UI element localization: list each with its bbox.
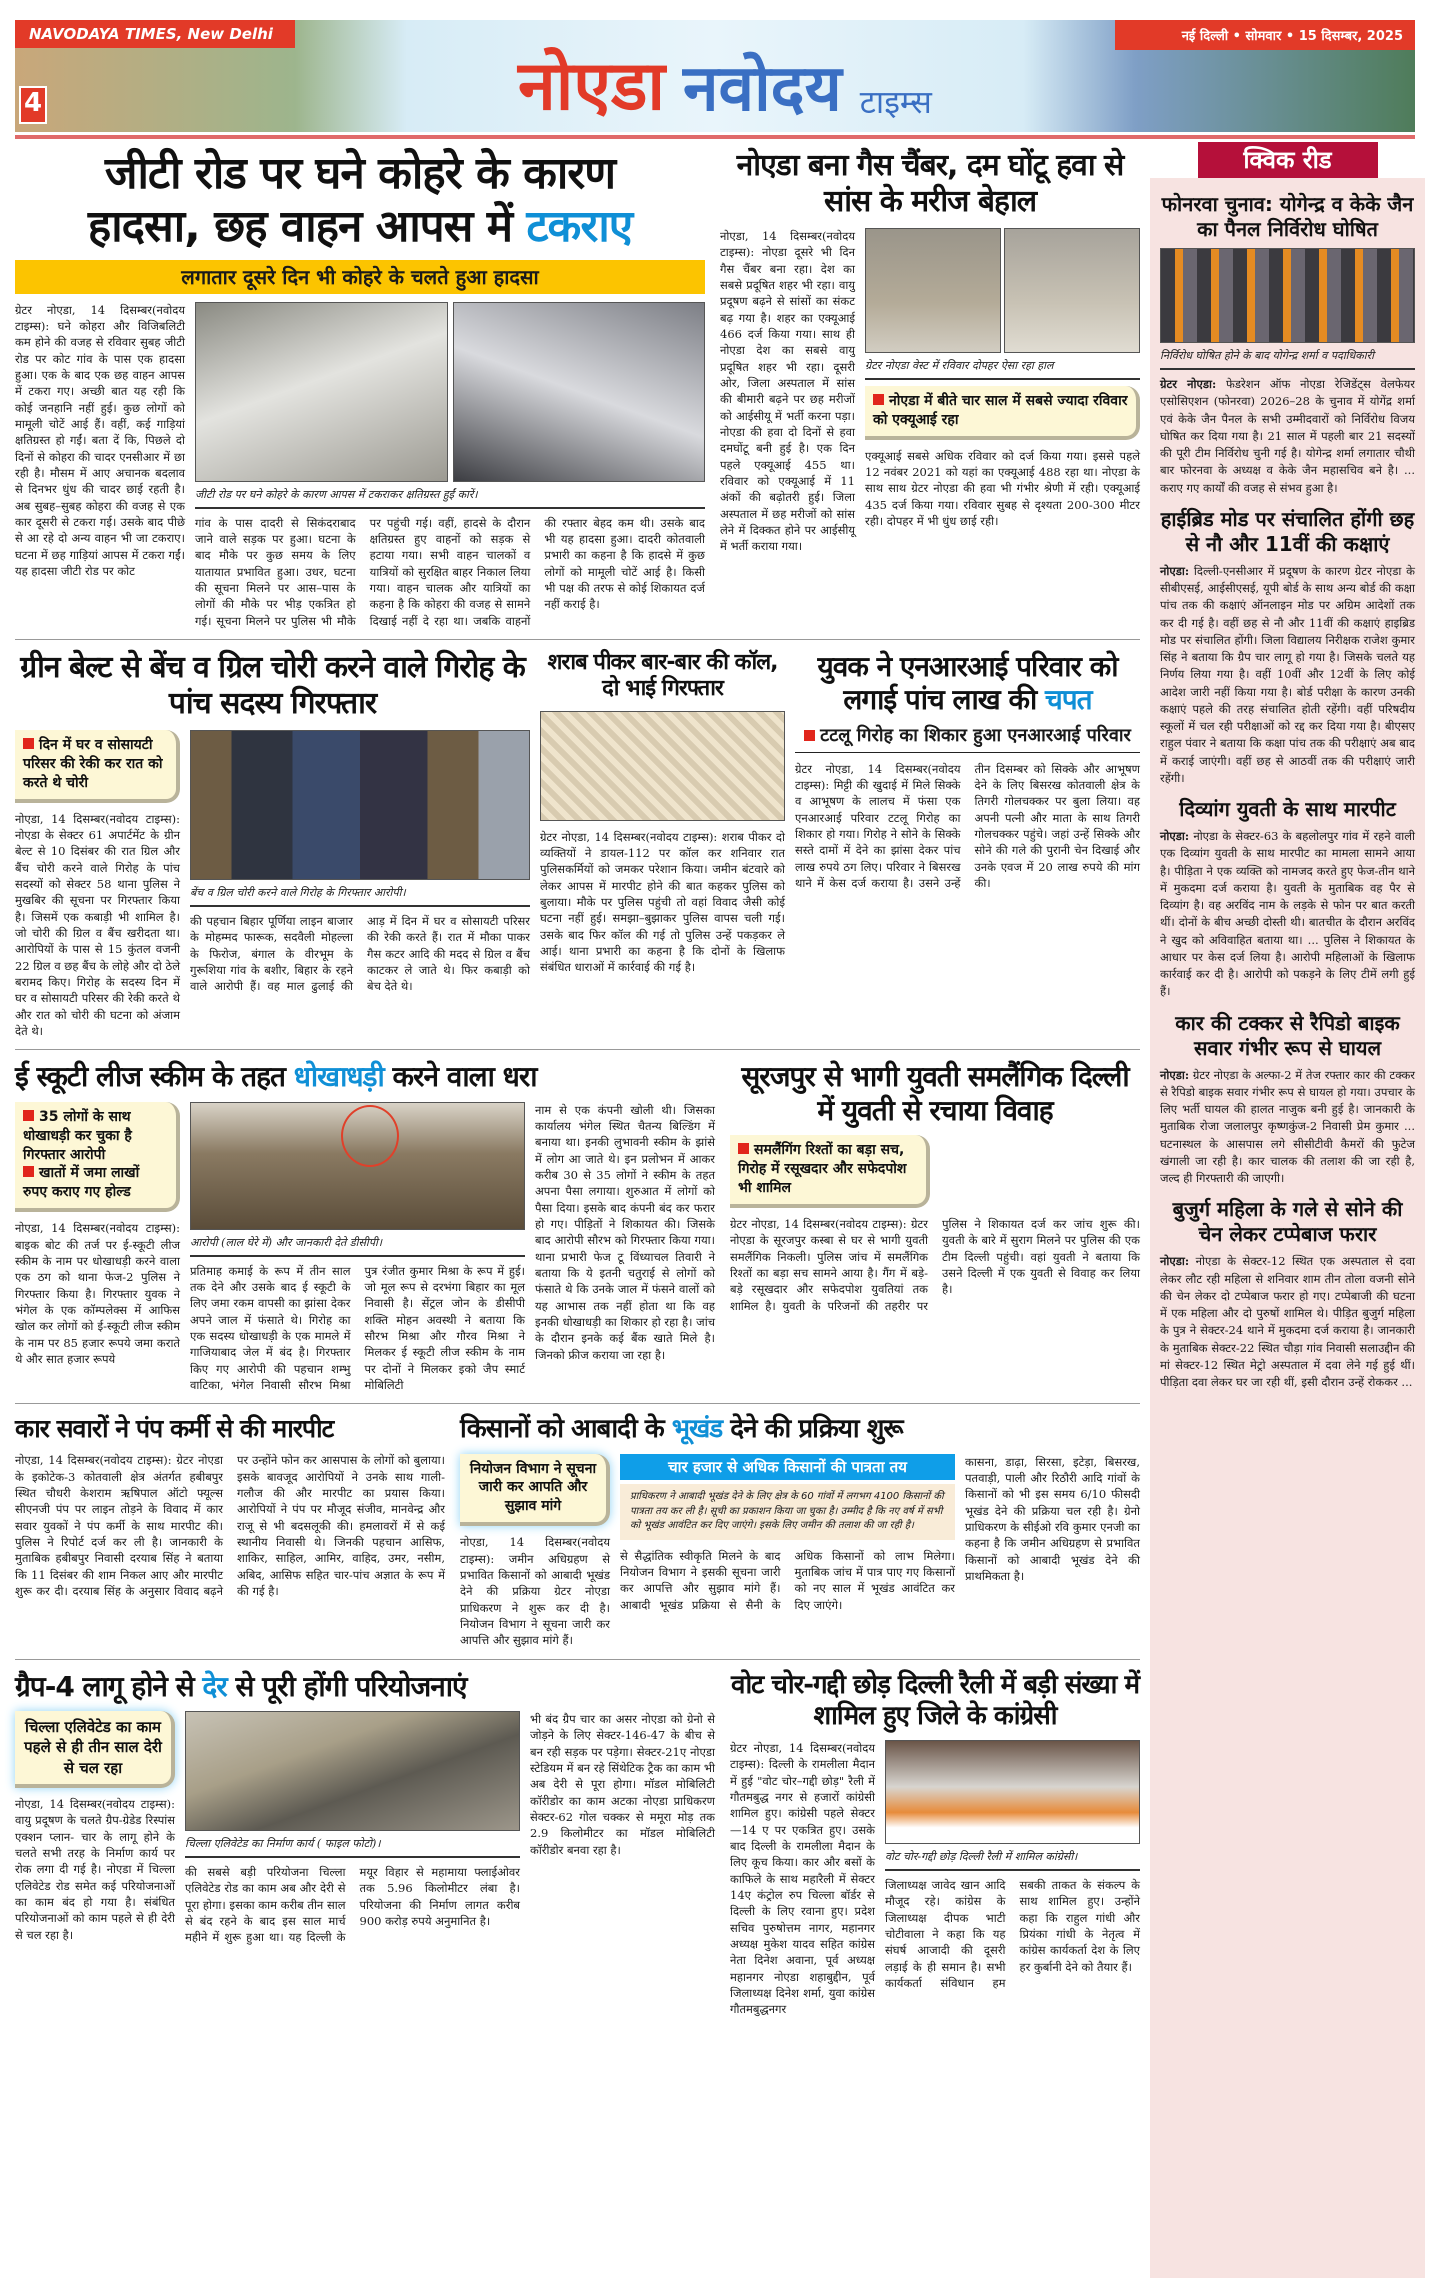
lead-body-right: गांव के पास दादरी से सिकंदराबाद जाने वाले सड़क पर हुआ। घटना के बाद मौके पर कुछ समय के लिए यातायात प्रभावित हुआ। उधर, घटना की सूचना मिलने पर आस–पास के लोगों की मौके पर भीड़ एकत्रित हो गई। सूचना मिलने पर पुलिस भी मौके पर पहुंची गई। वहीं, हादसे के दौरान क्षतिग्रस्त हुए वाहनों को सड़क से हटाया गया। सभी वाहन चालकों व यात्रियों को सुरक्षित बाहर निकाल लिया गया। वाहन चालक और यात्रियों का कहना है कि कोहरा की वजह से सामने दिखाई नहीं दे रहा था। जबकि वाहनों की रफ्तार बेहद कम थी। उसके बाद भी यह हादसा हुआ। दादरी कोतवाली प्रभारी का कहना है कि हादसे में कुछ लोगों को मामूली चोटें आई है। किसी भी पक्ष की तरफ से कोई शिकायत दर्ज नहीं कराई है। [195, 515, 705, 628]
scooty-body-mid: प्रतिमाह कमाई के रूप में तीन साल तक देने और उसके बाद ई स्कूटी के लिए जमा रकम वापसी का झांसा देकर अपने जाल में फंसाते थे। गिरोह का एक सदस्य धोखाधड़ी के एक मामले में गाजियाबाद जेल में बंद है। गिरफ्तार किए गए आरोपी की पहचान शम्भु वाटिका, भंगेल निवासी सौरभ मिश्रा पुत्र रंजीत कुमार मिश्रा के रूप में हुई। जो मूल रूप से दरभंगा बिहार का मूल निवासी है। सेंट्रल जोन के डीसीपी शक्ति मोहन अवस्थी ने बताया कि सौरभ मिश्रा और गौरव मिश्रा ने मिलकर ई स्कूटी लीज स्कीम के नाम पर दोनों ने मिलकर इको जैप स्मार्ट मोबिलिटी [190, 1263, 525, 1393]
gas-photo-2 [1004, 228, 1140, 353]
greenbelt-highlight-box [15, 730, 180, 803]
gas-headline: नोएडा बना गैस चैंबर, दम घोंटू हवा से सांस के मरीज बेहाल [736, 148, 1124, 219]
hybrid-body-text: दिल्ली-एनसीआर में प्रदूषण के कारण ग्रेटर नोएडा के सीबीएसई, आईसीएसई, यूपी बोर्ड के साथ अन्य बोर्ड की कक्षा पांच तक की कक्षाएं ऑनलाइन मोड पर अग्रिम आदेशों तक कर दी गई है। वहीं छह से नौ और 11वीं की कक्षाएं हाइब्रिड मोड पर संचालित होंगी। जिला विद्यालय निरीक्षक राजेश कुमार सिंह ने बताया कि ग्रैप चार लागू हो गया है। जिसके चलते यह निर्णय लिया गया है। वहीं 10वीं और 12वीं के लिए कोई आदेश जारी नहीं किया गया है। बोर्ड परीक्षा के कारण उनकी कक्षाएं पहले की तरह संचालित होती रहेंगी। वहीं परिषदीय स्कूलों में चल रही परीक्षाओं को रद्द कर दिया गया है। बीएसए राहुल पंवार ने बताया कि कक्षा पांच तक की परीक्षाएं अब बाद में कराई जाएंगी। वहीं छह से आठवीं तक की परीक्षाएं जारी रहेंगी। [1160, 563, 1415, 785]
grap-body-left: नोएडा, 14 दिसम्बर(नवोदय टाइम्स): वायु प्रदूषण के चलते ग्रैप-ग्रेडेड रिस्पांस एक्शन प्लान- चार के लागू होने के चलते सभी तरह के निर्माण कार्य पर रोक लगा दी गई है। नोएडा में चिल्ला एलिवेटेड रोड समेत कई परियोजनाओं का काम बंद हो गया है। संबंधित परियोजनाओं को काम पहले से ही देरी से चल रहा है। [15, 1796, 175, 1942]
kisan-strap: चार हजार से अधिक किसानों की पात्रता तय [620, 1454, 955, 1481]
scooty-photo [190, 1102, 525, 1230]
gas-body-left: नोएडा, 14 दिसम्बर(नवोदय टाइम्स): नोएडा दूसरे भी दिन गैस चैंबर बना रहा। देश का सबसे प्रदूषित शहर भी रहा। वायु प्रदूषण बढ़ने से सांसों का संकट बढ़ गया है। शहर का एक्यूआई 466 दर्ज किया गया। साथ ही नोएडा देश का सबसे वायु प्रदूषित शहर भी रहा। दूसरी ओर, जिला अस्पताल में सांस की बीमारी बढ़ने पर छह मरीजों को आईसीयू में भर्ती करना पड़ा। नोएडा की हवा दो दिनों से हवा दमघोंटू बनी हुई है। एक दिन पहले एक्यूआई 455 था। रविवार को एक्यूआई में 11 अंकों की बढ़ोतरी हुई। जिला अस्पताल में छह मरीजों को सांस लेने में दिक्कत होने पर आईसीयू में भर्ती कराया गया। [720, 229, 855, 554]
gas-photos [865, 228, 1140, 353]
greenbelt-photo [190, 730, 530, 880]
kisan-body-left: नोएडा, 14 दिसम्बर(नवोदय टाइम्स): जमीन अधिग्रहण से प्रभावित किसानों को आबादी भूखंड देने की प्रक्रिया ग्रेटर नोएडा प्राधिकरण ने शुरू कर दी है। नियोजन विभाग ने सूचना जारी कर आपत्ति और सुझाव मांगे हैं। [460, 1535, 610, 1648]
masthead [15, 20, 1415, 132]
kisan-headline-pre: किसानों को आबादी के [460, 1414, 664, 1445]
lead-headline-text: हादसा, छह वाहन आपस में [87, 200, 513, 252]
quick-read-panel [1150, 178, 1425, 2278]
lead-content [15, 302, 705, 629]
gas-box-text: नोएडा में बीते चार साल में सबसे ज्यादा रविवार को एक्यूआई रहा [873, 393, 1128, 428]
surajpur-box-text: समलैंगिंग रिश्तों का बड़ा सच, गिरोह में रसूखदार और सफेदपोश भी शामिल [738, 1142, 907, 1197]
title-times: टाइम्स [859, 82, 932, 121]
scooty-highlight-box [15, 1102, 180, 1212]
congress-story [730, 1670, 1140, 2018]
dateline: नोएडा: [1160, 1067, 1190, 1082]
nri-headline-highlight: चपत [1044, 683, 1092, 717]
scooty-headline-pre: ई स्कूटी लीज स्कीम के तहत [15, 1060, 285, 1094]
greenbelt-headline: ग्रीन बेल्ट से बेंच व ग्रिल चोरी करने वाले गिरोह के पांच सदस्य गिरफ्तार [20, 649, 525, 721]
surajpur-headline: सूरजपुर से भागी युवती समलैंगिक दिल्ली में युवती से रचाया विवाह [741, 1060, 1129, 1127]
hybrid-body [1160, 563, 1415, 787]
lead-photo-caption: जीटी रोड पर घने कोहरे के कारण आपस में टकराकर क्षतिग्रस्त हुईं कारें। [195, 487, 705, 509]
nri-story [795, 650, 1140, 891]
sharab-headline: शराब पीकर बार-बार की कॉल, दो भाई गिरफ्तार [547, 649, 778, 702]
fonrwa-photo [1160, 248, 1415, 343]
fonrwa-body-text: फेडरेशन ऑफ नोएडा रेजिडेंट्स वेलफेयर एसोसिएशन (फोनरवा) 2026–28 के चुनाव में योगेंद्र शर्मा एवं केके जैन पैनल के सभी उम्मीदवारों को निर्विरोध विजय घोषित कर दिया गया है। 21 साल में पहली बार 21 सदस्यों की पूरी टीम निर्विरोध चुनी गई है। योगेन्द्र शर्मा लगातार चौथी बार फोरनवा के अध्यक्ष व केके जैन महासचिव बने है। ... कराए गए कार्यों की वजह से संभव हुआ है। [1160, 377, 1415, 495]
scooty-body-right: नाम से एक कंपनी खोली थी। जिसका कार्यालय भंगेल स्थित चैतन्य बिल्डिंग में बनाया था। इनकी लुभावनी स्कीम के झांसे में लोग आ जाते थे। इन प्रलोभन में आकर करीब 30 से 35 लोगों ने स्कीम के तहत अपना पैसा लगाया। शुरुआत में लोगों को पैसा दिया। इसके बाद कंपनी बंद कर फरार हो गए। पीड़ितों ने शिकायत की। जिसके बाद आरोपी सौरभ को गिरफ्तार किया गया। थाना प्रभारी फेज टू विंध्याचल तिवारी ने बताया कि ये इतनी चतुराई से लोगों को फंसाते थे कि उनके जाल में फंसने वालों को यह आभास तक नहीं होता था कि वह इनकी धोखाधड़ी का शिकार हो रहा है। जांच के दौरान इनके कई बैंक खाते मिले है। जिनको फ्रीज कराया जा रहा है। [535, 1102, 715, 1362]
scooty-body-left: नोएडा, 14 दिसम्बर(नवोदय टाइम्स): बाइक बोट की तर्ज पर ई-स्कूटी लीज स्कीम के नाम पर धोखाधड़ी करने वाला एक ठग को थाना फेज-2 पुलिस ने गिरफ्तार किया है। गिरफ्तार युवक ने भंगेल के एक कॉम्पलेक्स में आफिस खोल कर लोगों को ई-स्कूटी लीज स्कीम के नाम पर 85 हजार रूपये जमा कराते थे और सात हजार रूपये [15, 1221, 180, 1366]
surajpur-highlight-box [730, 1135, 930, 1208]
kisan-body-mid: से सैद्धांतिक स्वीकृति मिलने के बाद नियोजन विभाग ने इसकी सूचना जारी कर आपत्ति और सुझाव मांगे हैं। आबादी भूखंड प्रक्रिया से सैनी के अधिक किसानों को लाभ मिलेगा। मुताबिक जांच में पात्र पाए गए किसानों को नए साल में भूखंड आवंटित कर दिए जाएंगे। [620, 1548, 955, 1612]
quick-read-column [1150, 142, 1425, 2282]
scooty-headline-post: करने वाला धरा [392, 1060, 537, 1094]
fonrwa-body [1160, 376, 1415, 497]
lead-story [15, 148, 705, 629]
rapido-headline: कार की टक्कर से रैपिडो बाइक सवार गंभीर रूप से घायल [1175, 1010, 1400, 1060]
chain-headline: बुजुर्ग महिला के गले से सोने की चेन लेकर टप्पेबाज फरार [1172, 1197, 1403, 1247]
pump-body: नोएडा, 14 दिसम्बर(नवोदय टाइम्स): ग्रेटर नोएडा के इकोटेक-3 कोतवाली क्षेत्र अंतर्गत हबीबपुर स्थित चौधरी केशराम ऋषिपाल ऑटो फ्यूल्स सीएनजी पंप पर लाइन तोड़ने के विवाद में कार सवार युवकों ने पंप कर्मी के साथ मारपीट की। पुलिस ने रिपोर्ट दर्ज कर ली है। जानकारी के मुताबिक हबीबपुर निवासी दरयाब सिंह ने बताया कि 11 दिसंबर की शाम निकल आए और मारपीट शुरू कर दी। दरयाब सिंह के अनुसार विवाद बढ़ने पर उन्होंने फोन कर आसपास के लोगों को बुलाया। इसके बावजूद आरोपियों ने उनके साथ गाली-गलौज की और मारपीट का प्रयास किया। आरोपियों ने पंप पर मौजूद संजीव, मानवेन्द्र और राजू से भी बदसलूकी की। हमलावरों में से कई स्थानीय निवासी थे। जिनकी पहचान आसिफ, शाकिर, साहिल, आमिर, वाहिद, उमर, नसीम, अबिद, आसिफ सहित चार-पांच अज्ञात के रूप में की गई है। [15, 1453, 445, 1598]
rapido-body-text: ग्रेटर नोएडा के अल्फा-2 में तेज रफ्तार कार की टक्कर से रैपिडो बाइक सवार गंभीर रूप से घायल हो गया। उपचार के लिए भर्ती घायल की हालत नाजुक बनी हुई है। जानकारी के मुताबिक रोजा जलालपुर कृष्णकुंज-2 निवासी प्रेम कुमार ... घटनास्थल के आसपास लगे सीसीटीवी कैमरों की फुटेज खंगाली जा रही है। कार चालक की तलाश की जा रही है, जल्द ही गिरफ्तारी की जाएगी। [1160, 1067, 1415, 1185]
sharab-story [540, 650, 785, 976]
bullet-icon [804, 730, 815, 741]
gas-photo-caption: ग्रेटर नोएडा वेस्ट में रविवार दोपहर ऐसा रहा हाल [865, 358, 1140, 380]
greenbelt-caption: बेंच व ग्रिल चोरी करने वाले गिरोह के गिरफ्तार आरोपी। [190, 885, 530, 907]
edition-label: NAVODAYA TIMES, New Delhi [15, 20, 295, 48]
fonrwa-caption: निर्विरोध घोषित होने के बाद योगेन्द्र शर्मा व पदाधिकारी [1160, 348, 1415, 370]
sharab-body: ग्रेटर नोएडा, 14 दिसम्बर(नवोदय टाइम्स): शराब पीकर दो व्यक्तियों ने डायल-112 पर कॉल कर शनिवार रात पुलिसकर्मियों को जमकर परेशान किया। जमीन बंटवारे को लेकर आपस में मारपीट होने की बात कहकर पुलिस को बुलाया। मौके पर पुलिस पहुंची तो वहां विवाद जैसी कोई घटना नहीं हुई। समझा–बुझाकर पुलिस वापस चली गई। उसके बाद फिर कॉल की गई तो पुलिस उन्हें पकड़कर ले आई। थाना प्रभारी का कहना है कि दोनों के खिलाफ संबंधित धाराओं में कार्रवाई की गई है। [540, 829, 785, 975]
nri-box-text: टटलू गिरोह का शिकार हुआ एनआरआई परिवार [820, 725, 1131, 747]
grap-headline-post: से पूरी होंगी परियोजनाएं [235, 1669, 467, 1703]
kisan-headline-post: देने की प्रक्रिया शुरू [730, 1414, 903, 1445]
title-noida: नोएडा [518, 47, 665, 127]
greenbelt-left [15, 730, 180, 1039]
dateline: ग्रेटर नोएडा: [1160, 377, 1217, 391]
surajpur-story [730, 1060, 1140, 1314]
gas-content [720, 228, 1140, 555]
grap-headline-pre: ग्रैप-4 लागू होने से [15, 1669, 194, 1703]
row-divider [15, 1659, 1140, 1660]
divyang-headline: दिव्यांग युवती के साथ मारपीट [1179, 797, 1396, 821]
congress-body-left: ग्रेटर नोएडा, 14 दिसम्बर(नवोदय टाइम्स): दिल्ली के रामलीला मैदान में हुई "वोट चोर–गद्दी छोड़" रैली में गौतमबुद्ध नगर से हजारों कांग्रेसी शामिल हुए। कांग्रेसी पहले सेक्टर—14 ए पर एकत्रित हुए। उसके बाद दिल्ली के रामलीला मैदान के लिए कूच किया। कार और बसों के काफिले के साथ महारैली में सेक्टर 14ए कंट्रोल रुप चिल्ला बॉर्डर से दिल्ली के लिए रवाना हुए। प्रदेश सचिव पुरुषोत्तम नागर, महानगर अध्यक्ष मुकेश यादव सहित कांग्रेस नेता दिनेश अवाना, पूर्व अध्यक्ष महानगर नोएडा शहाबुद्दीन, पूर्व जिलाध्यक्ष दिनेश शर्मा, युवा कांग्रेस गौतमबुद्धनगर [730, 1740, 875, 2017]
pump-story [15, 1414, 445, 1599]
scooty-box-item [23, 1108, 168, 1165]
lead-headline-line2 [15, 201, 705, 254]
nri-headline-text: युवक ने एनआरआई परिवार को लगाई पांच लाख की [817, 649, 1118, 717]
gas-photo-1 [865, 228, 1001, 353]
bullet-icon [23, 1166, 34, 1177]
divyang-body [1160, 828, 1415, 1001]
scooty-box-item [23, 1164, 168, 1202]
congress-headline: वोट चोर-गद्दी छोड़ दिल्ली रैली में बड़ी संख्या में शामिल हुए जिले के कांग्रेसी [730, 1669, 1139, 1731]
dateline: नोएडा: [1160, 563, 1190, 578]
dateline: नोएडा: [1160, 1254, 1190, 1269]
bullet-icon [23, 1110, 34, 1121]
bullet-icon [23, 738, 34, 749]
gas-highlight-box [865, 386, 1140, 440]
lead-photos [195, 302, 705, 482]
red-circle-marker [341, 1105, 399, 1167]
quick-read-tab: क्विक रीड [1198, 142, 1378, 178]
scooty-content [15, 1102, 715, 1394]
nri-headline [795, 650, 1140, 717]
kisan-note: प्राधिकरण ने आबादी भूखंड देने के लिए क्षेत्र के 60 गांवों में लगभग 4100 किसानों की पात्रता तय कर ली है। सूची का प्रकाशन किया जा चुका है। उम्मीद है कि नए वर्ष में सभी को भूखंड आवंटित कर दिए जाएंगे। इसके लिए जमीन की तलाश की जा रही है। [620, 1484, 955, 1540]
lead-photo-1 [195, 302, 448, 482]
lead-right [195, 302, 705, 629]
divyang-body-text: नोएडा के सेक्टर-63 के बहलोलपुर गांव में रहने वाली एक दिव्यांग युवती के साथ मारपीट का मामला सामने आया है। पीड़िता ने एक व्यक्ति को नामजद करते हुए फेज-तीन थाने में मुकदमा दर्ज कराया है। युवती के मुताबिक वह पैर से दिव्यांग है। वह अरविंद नाम के लड़के से फोन पर बात करती थीं। दोनों के बीच अच्छी दोस्ती थी। बातचीत के दौरान अरविंद ने खुद को अविवाहित बताया था। ... पुलिस ने शिकायत के आधार पर केस दर्ज लिया है। आरोपी महिलाओं के खिलाफ कार्रवाई कर दी है। आरोपी को पकड़ने के लिए टीमें लगी हुई हैं। [1160, 829, 1415, 999]
scooty-headline-highlight: धोखाधड़ी [293, 1060, 384, 1094]
kisan-headline-highlight: भूखंड [671, 1414, 723, 1445]
lead-headline [15, 148, 705, 254]
bullet-icon [873, 394, 884, 405]
kisan-left [460, 1454, 610, 1649]
congress-content [730, 1740, 1140, 2018]
pump-headline: कार सवारों ने पंप कर्मी से की मारपीट [15, 1414, 334, 1444]
grap-content [15, 1711, 715, 1946]
lead-body-left: ग्रेटर नोएडा, 14 दिसम्बर(नवोदय टाइम्स): घने कोहरा और विजिबलिटी कम होने की वजह से रविवार सुबह जीटी रोड पर कोट गांव के पास एक हादसा हुआ। एक के बाद एक छह वाहन आपस में टकरा गए। अच्छी बात यह रही कि कोई जनहानि नहीं हुई। कुछ लोगों को मामूली चोटें आई हैं। वहीं, कई गाड़ियां क्षतिग्रस्त हो गईं। बता दें कि, पिछले दो दिनों से कोहरा की चादर एनसीआर में छा रही है। मौसम में आए अचानक बदलाव से दिनभर धुंध की चादर छाई रहती है। अब सुबह–सुबह कोहरा की वजह से एक कार दूसरी से टकरा गई। उसके बाद पीछे से आ रहे दो अन्य वाहन भी जा टकराए। घटना में छह गाड़ियां आपस में टकरा गईं। यह हादसा जीटी रोड पर कोट [15, 302, 185, 578]
masthead-title [385, 26, 1065, 128]
grap-highlight-box: चिल्ला एलिवेटेड का काम पहले से ही तीन साल देरी से चल रहा [15, 1711, 175, 1788]
scooty-box-item-text: 35 लोगों के साथ धोखाधड़ी कर चुका है गिरफ्तार आरोपी [23, 1108, 132, 1163]
kisan-content [460, 1454, 1140, 1649]
row-divider [15, 1049, 1140, 1050]
lead-headline-highlight: टकराए [526, 200, 633, 252]
grap-caption: चिल्ला एलिवेटेड का निर्माण कार्य ( फाइल फोटो)। [185, 1836, 520, 1858]
grap-left [15, 1711, 175, 1943]
greenbelt-body-right: की पहचान बिहार पूर्णिया लाइन बाजार के मोहम्मद फारूक, सदवैली मोहल्ला के फिरोज, बंगाल के वीरभूम के गुरूशिया गांव के बशीर, बिहार के रहने वाले आरोपी हैं। वह माल ढुलाई की आड़ में दिन में घर व सोसायटी परिसर की रेकी करते हैं। रात में मौका पाकर गैस कटर आदि की मदद से ग्रिल व बैंच काटकर ले जाते थे। फिर कबाड़ी को बेच देते थे। [190, 913, 530, 994]
hybrid-headline: हाईब्रिड मोड पर संचालित होंगी छह से नौ और 11वीं की कक्षाएं [1160, 506, 1415, 556]
scooty-left [15, 1102, 180, 1367]
grap-headline [15, 1670, 715, 1704]
grap-headline-highlight: देर [202, 1669, 227, 1703]
grap-body-mid: की सबसे बड़ी परियोजना चिल्ला एलिवेटेड रोड का काम अब और देरी से पूरा होगा। इसका काम करीब तीन साल से बंद रहने के बाद इस साल मार्च महीने में शुरू हुआ था। यह दिल्ली के मयूर विहार से महामाया फ्लाईओवर तक 5.96 किलोमीटर लंबा है। परियोजना की निर्माण लागत करीब 900 करोड़ रुपये अनुमानित है। [185, 1865, 520, 1945]
scooty-box-item-text: खातों में जमा लाखों रुपए कराए गए होल्ड [23, 1165, 140, 1201]
row-divider [15, 1403, 1140, 1404]
page-number: 4 [19, 86, 47, 124]
dateline: नई दिल्ली • सोमवार • 15 दिसम्बर, 2025 [1115, 20, 1415, 50]
grap-photo [185, 1711, 520, 1831]
gas-body-right: एक्यूआई सबसे अधिक रविवार को दर्ज किया गया। इससे पहले 12 नवंबर 2021 को यहां का एक्यूआई 488 रहा था। नोएडा के साथ साथ ग्रेटर नोएडा की हवा भी गंभीर श्रेणी में रही। एक्यूआई 435 दर्ज किया गया। रविवार सुबह से दृश्यता 200-300 मीटर रही। दोपहर में भी धुंध छाई रही। [865, 448, 1140, 529]
lead-headline-line1: जीटी रोड पर घने कोहरे के कारण [104, 148, 616, 199]
kisan-mid [620, 1454, 955, 1613]
row-2 [15, 650, 1140, 1039]
congress-caption: वोट चोर-गद्दी छोड़ दिल्ली रैली में शामिल कांग्रेसी। [885, 1849, 1140, 1871]
greenbelt-content [15, 730, 530, 1039]
fonrwa-headline: फोनरवा चुनाव: योगेन्द्र व केके जैन का पैनल निर्विरोध घोषित [1161, 192, 1414, 241]
row-1 [15, 148, 1140, 629]
nri-body: ग्रेटर नोएडा, 14 दिसम्बर(नवोदय टाइम्स): मिट्टी की खुदाई में मिले सिक्के व आभूषण के लालच में फंसा एक एनआरआई परिवार टटलू गिरोह का शिकार हो गया। गिरोह ने सोने के सिक्के सस्ते दामों में देने का झांसा देकर पांच लाख रुपये ठग लिए। परिवार ने बिसरख थाने में केस दर्ज कराया है। उसने उन्हें तीन दिसम्बर को सिक्के और आभूषण देने के लिए बिसरख कोतवाली क्षेत्र के तिगरी गोलचक्कर पर बुला लिया। वह अपनी पत्नी और माता के साथ तिगरी गोलचक्कर पहुंचे। जहां उन्हें सिक्के और सोने की गले की पुरानी चेन दिखाई और उनके एवज में 20 लाख रुपये की मांग की। [795, 761, 1140, 890]
masthead-rule [15, 135, 1415, 139]
chain-body [1160, 1253, 1415, 1391]
row-3 [15, 1060, 1140, 1393]
gas-story [720, 148, 1140, 555]
greenbelt-story [15, 650, 530, 1039]
greenbelt-box-text: दिन में घर व सोसायटी परिसर की रेकी कर रात को करते थे चोरी [23, 736, 163, 791]
greenbelt-right [190, 730, 530, 995]
greenbelt-body-left: नोएडा, 14 दिसम्बर(नवोदय टाइम्स): नोएडा के सेक्टर 61 अपार्टमेंट के ग्रीन बेल्ट से 10 दिसंबर की रात ग्रिल और बैंच चोरी करने वाले गिरोह के पांच सदस्यों को सेक्टर 58 थाना पुलिस ने मुखबिर की सूचना पर गिरफ्तार किया है। जिसमें एक कबाड़ी भी शामिल है। जो चोरी की ग्रिल व बैंच खरीदता था। आरोपियों के पास से 15 कुंतल वजनी 22 ग्रिल व छह बैंच के लोहे और दो ठेले बरामद किए। गिरोह के सदस्य दिन में घर व सोसायटी परिसर की रेकी करते थे और रात को चोरी की घटना को अंजाम देते थे। [15, 811, 180, 1038]
kisan-headline [460, 1414, 1140, 1445]
kisan-highlight-box: नियोजन विभाग ने सूचना जारी कर आपति और सुझाव मांगे [460, 1454, 610, 1527]
bullet-icon [738, 1143, 749, 1154]
kisan-story [460, 1414, 1140, 1648]
title-navodaya: नवोदय [682, 52, 842, 127]
chain-body-text: नोएडा के सेक्टर-12 स्थित एक अस्पताल से दवा लेकर लौट रही महिला से शनिवार शाम तीन तोला वजनी सोने की चेन लेकर दो टप्पेबाज फरार हो गए। टप्पेबाजी की घटना में एक महिला और दो पुरुषों शामिल थे। पीड़ित बुजुर्ग महिला के पुत्र ने सेक्टर-24 थाने में मुकदमा दर्ज कराया है। जानकारी के मुताबिक सेक्टर-22 स्थित चौड़ा गांव निवासी सलाउद्दीन की मां सेक्टर-12 स्थित मेट्रो अस्पताल में दवा लेने गई हुई थीं। पीड़िता दवा लेकर घर जा रही थीं, इसी दौरान उन्हें रोककर ... [1160, 1254, 1415, 1389]
lead-photo-2 [453, 302, 705, 482]
lead-strap: लगातार दूसरे दिन भी कोहरे के चलते हुआ हादसा [15, 260, 705, 294]
row-4 [15, 1414, 1140, 1648]
sharab-sketch [540, 711, 785, 821]
nri-box [795, 725, 1140, 753]
gas-right [865, 228, 1140, 529]
main-content [15, 148, 1140, 2017]
scooty-mid [190, 1102, 525, 1394]
rapido-body [1160, 1067, 1415, 1188]
scooty-headline [15, 1060, 715, 1094]
grap-body-right: भी बंद ग्रैप चार का असर नोएडा को ग्रेनो से जोड़ने के लिए सेक्टर-146-47 के बीच से बन रही सड़क पर पड़ेगा। सेक्टर-21ए नोएडा स्टेडियम में बन रहे सिंथेटिक ट्रैक का काम भी अब देरी से पूरा होगा। मॉडल मोबिलिटी कॉरीडोर का काम अटका नोएडा प्राधिकरण सेक्टर-62 गोल चक्कर से ममूरा मोड़ तक 2.9 किलोमीटर का मॉडल मोबिलिटी कॉरीडोर बनवा रहा है। [530, 1712, 715, 1857]
grap-story [15, 1670, 715, 1946]
dateline: नोएडा: [1160, 829, 1190, 843]
kisan-body-right: कासना, डाढ़ा, सिरसा, इटेड़ा, बिसरख, पतवाड़ी, पाली और रिठौरी आदि गांवों के किसानों को भी इस समय 6/10 फीसदी भूखंड देने की प्रक्रिया चल रही है। ग्रेनो प्राधिकरण के सीईओ रवि कुमार एनजी का कहना है कि जमीन अधिग्रहण से प्रभावित किसानों को आबादी भूखंड देने की प्राथमिकता है। [965, 1454, 1140, 1583]
row-divider [15, 639, 1140, 640]
congress-right [885, 1740, 1140, 1991]
scooty-story [15, 1060, 715, 1393]
row-5 [15, 1670, 1140, 2018]
congress-body-right: जिलाध्यक्ष जावेद खान आदि मौजूद रहे। कांग्रेस के जिलाध्यक्ष दीपक भाटी चोटीवाला ने कहा कि यह संघर्ष आजादी की दूसरी लड़ाई के ही समान है। सभी कार्यकर्ता संविधान हम सबकी ताकत के संकल्प के साथ शामिल हुए। उन्होंने कहा कि राहुल गांधी और प्रियंका गांधी के नेतृत्व में कांग्रेस कार्यकर्ता देश के लिए हर कुर्बानी देने को तैयार हैं। [885, 1877, 1140, 1990]
surajpur-body: ग्रेटर नोएडा, 14 दिसम्बर(नवोदय टाइम्स): ग्रेटर नोएडा के सूरजपुर कस्बा से घर से भागी युवती समलैंगिक निकली। पुलिस जांच में समलैंगिक रिश्तों का बड़ा सच सामने आया है। गैंग में बड़े-बड़े रसूखदार और सफेदपोश युवतियां तक शामिल है। युवती के परिजनों की तहरीर पर पुलिस ने शिकायत दर्ज कर जांच शुरू की। युवती के बारे में सुराग मिलने पर पुलिस की एक टीम दिल्ली पहुंची। वहां युवती ने बताया कि उसने दिल्ली में एक युवती से विवाह कर लिया है। [730, 1217, 1140, 1313]
grap-mid [185, 1711, 520, 1946]
scooty-caption: आरोपी (लाल घेरे में) और जानकारी देते डीसीपी। [190, 1235, 525, 1257]
congress-photo [885, 1740, 1140, 1844]
